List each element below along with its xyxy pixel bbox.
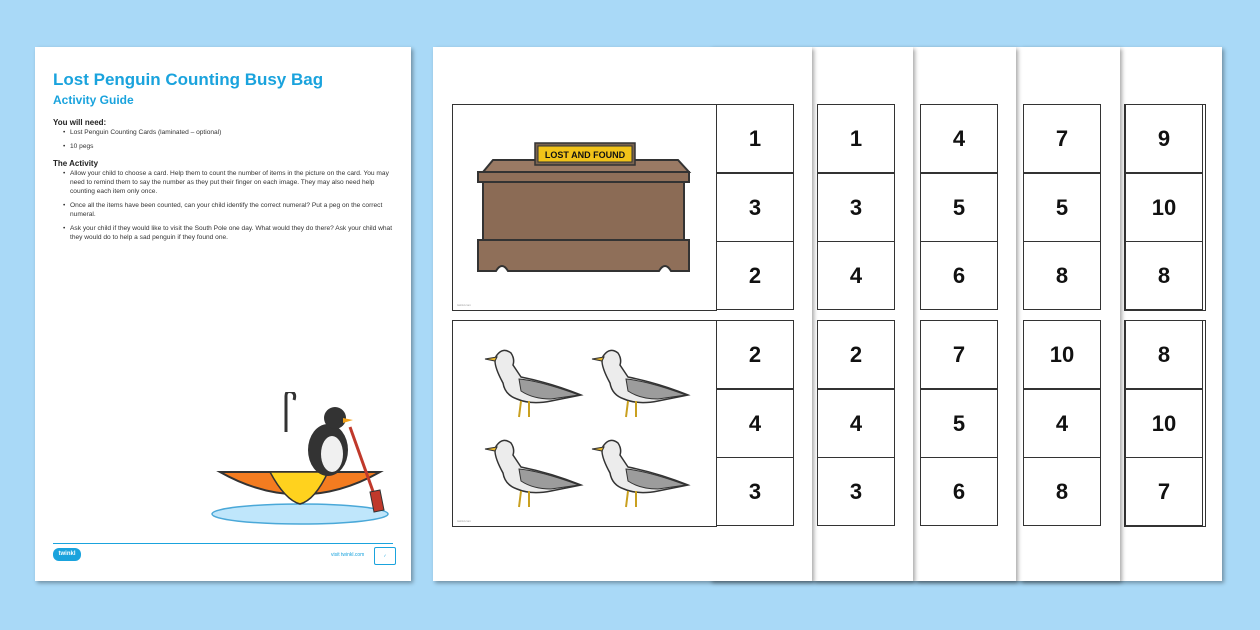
activity-step: • Allow your child to choose a card. Help them to count the number of items in the picture on the card. You may need to remind them to say the number as they put their finger on each image. They may also need help counting each item only once. <box>63 169 398 196</box>
number-cell: 1 <box>817 104 895 173</box>
number-cell: 1 <box>716 104 794 173</box>
number-cell: 4 <box>716 389 794 458</box>
twinkl-logo: twinkl <box>53 548 81 561</box>
number-cell: 2 <box>716 241 794 310</box>
number-cell: 8 <box>1125 320 1203 389</box>
number-cell: 4 <box>1023 389 1101 458</box>
activity-guide-sheet <box>35 47 411 581</box>
number-cell: 10 <box>1125 389 1203 458</box>
badge-icon: ✓ <box>374 547 396 565</box>
needs-item: • 10 pegs <box>63 142 398 151</box>
number-cell: 3 <box>817 457 895 526</box>
activity-list <box>63 169 398 247</box>
number-cell: 5 <box>1023 173 1101 242</box>
number-cell: 3 <box>716 457 794 526</box>
number-cell: 8 <box>1023 457 1101 526</box>
seagull-icon <box>592 350 688 417</box>
number-cell: 4 <box>817 389 895 458</box>
number-cell: 3 <box>716 173 794 242</box>
activity-step: • Once all the items have been counted, can your child identify the correct numeral? Put a peg on the correct numeral. <box>63 201 398 219</box>
needs-heading: You will need: <box>53 118 107 127</box>
penguin-umbrella-boat-illustration <box>210 392 390 527</box>
number-cell: 10 <box>1125 173 1203 242</box>
footer-url: visit twinkl.com <box>331 552 365 558</box>
footer-divider <box>53 543 393 544</box>
number-cell: 4 <box>920 104 998 173</box>
guide-title: Lost Penguin Counting Busy Bag <box>53 70 324 89</box>
number-cell: 8 <box>1023 241 1101 310</box>
seagull-icon <box>592 440 688 507</box>
number-cell: 8 <box>1125 241 1203 310</box>
number-cell: 4 <box>817 241 895 310</box>
lost-and-found-sign-text: LOST AND FOUND <box>544 150 626 160</box>
lost-and-found-chest-illustration <box>453 105 716 310</box>
number-cell: 6 <box>920 457 998 526</box>
number-cell: 2 <box>817 320 895 389</box>
number-cell: 7 <box>920 320 998 389</box>
number-cell: 5 <box>920 173 998 242</box>
needs-item: • Lost Penguin Counting Cards (laminated – optional) <box>63 128 398 137</box>
guide-subtitle: Activity Guide <box>53 93 134 107</box>
seagulls-illustration <box>453 321 716 526</box>
activity-heading: The Activity <box>53 159 99 168</box>
seagull-icon <box>485 440 581 507</box>
seagull-icon <box>485 350 581 417</box>
needs-list <box>63 128 398 156</box>
number-cell: 7 <box>1023 104 1101 173</box>
number-cell: 2 <box>716 320 794 389</box>
number-cell: 6 <box>920 241 998 310</box>
number-cell: 10 <box>1023 320 1101 389</box>
number-cell: 5 <box>920 389 998 458</box>
number-cell: 7 <box>1125 457 1203 526</box>
card-bottom-picture: twinkl.com <box>452 320 717 527</box>
number-cell: 3 <box>817 173 895 242</box>
number-cell: 9 <box>1125 104 1203 173</box>
activity-step: • Ask your child if they would like to visit the South Pole one day. What would they do there? Ask your child what they would do to help a sad penguin if they found one. <box>63 224 398 242</box>
card-top-picture: LOST AND FOUND twinkl.com <box>452 104 717 311</box>
